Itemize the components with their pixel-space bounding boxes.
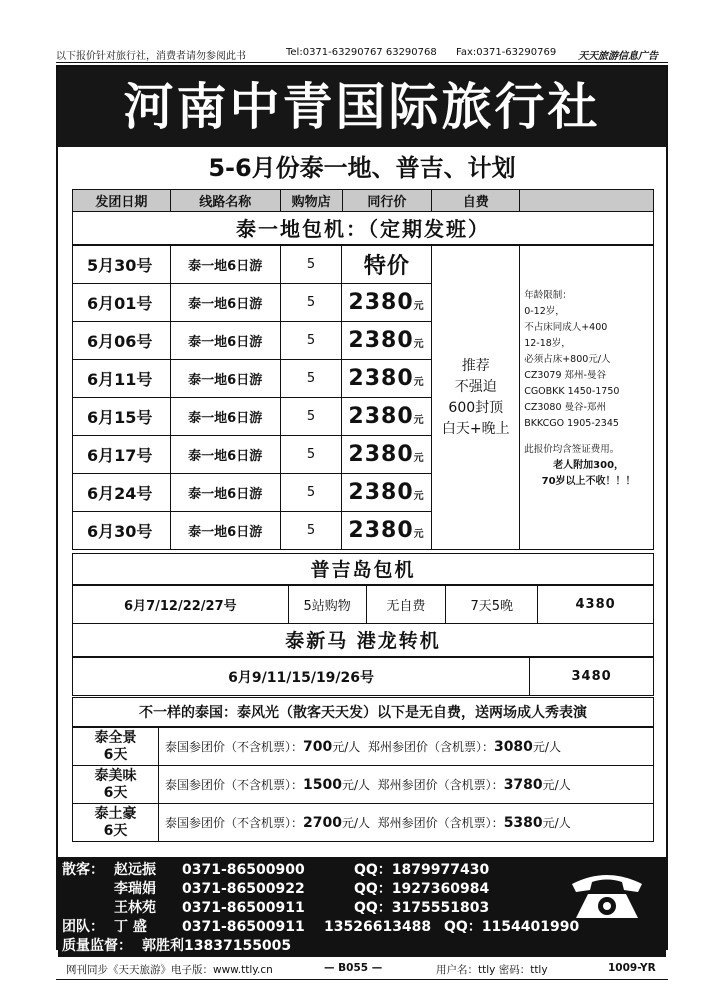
- telephone-icon: [568, 864, 646, 922]
- price-value: 3780: [503, 777, 543, 793]
- contact-mobile: 13526613488: [324, 919, 432, 935]
- contact-phone: 0371-86500900: [182, 862, 305, 878]
- trade-price: [342, 512, 432, 550]
- trade-price: [342, 436, 432, 474]
- route-name: 泰一地6日游: [170, 360, 280, 398]
- tel-text: Tel:0371-63290767 63290768: [286, 47, 437, 58]
- price-unit: 元/人: [341, 816, 371, 830]
- package-name: 泰土豪: [94, 805, 137, 822]
- departure-date: 6月11号: [73, 360, 171, 398]
- price-value: 2380: [348, 328, 414, 353]
- price-unit: 元/人: [532, 740, 561, 754]
- price-label: 郑州参团价（含机票）：: [367, 740, 494, 754]
- note-line: 年龄限制：: [524, 290, 572, 301]
- issue-code: 1009-YR: [608, 962, 656, 974]
- note-line: 必须占床+800元/人: [524, 354, 611, 365]
- fax-text: Fax:0371-63290769: [456, 47, 557, 58]
- package-days: 6天: [103, 746, 128, 763]
- route-name: 泰一地6日游: [170, 246, 280, 284]
- phuket-price: 4380: [538, 586, 654, 624]
- price-unit: 元/人: [542, 778, 571, 792]
- footer-login: 用户名：ttly 密码：ttly: [436, 964, 548, 976]
- contact-name: 李瑞娟: [114, 881, 156, 897]
- contact-label: 团队：: [62, 919, 104, 935]
- contact-qq: QQ：1879977430: [354, 862, 490, 878]
- price-unit: 元/人: [542, 816, 571, 830]
- trade-price: [342, 474, 432, 512]
- table-row: [73, 658, 654, 696]
- publisher-text: 天天旅游信息广告: [578, 51, 658, 62]
- supervisor-contact: 郭胜利13837155005: [142, 938, 292, 954]
- selfpay-line: 白天+晚上: [441, 420, 510, 437]
- table-row: [73, 246, 654, 284]
- table-row: [73, 766, 654, 804]
- price-value: 3080: [493, 739, 533, 755]
- table-row: [73, 804, 654, 842]
- package-table: [72, 727, 654, 842]
- shop-count: 5: [280, 322, 342, 360]
- package-name: 泰美味: [94, 767, 137, 784]
- route-name: 泰一地6日游: [170, 474, 280, 512]
- note-line: CGOBKK 1450-1750: [524, 386, 620, 397]
- departure-date: 6月01号: [73, 284, 171, 322]
- trade-price: [342, 322, 432, 360]
- package-days: 6天: [103, 784, 128, 801]
- price-value: 5380: [503, 815, 543, 831]
- package-price-cell: [159, 804, 654, 842]
- route-name: 泰一地6日游: [170, 284, 280, 322]
- table-row: [73, 586, 654, 624]
- price-unit: 元: [413, 301, 424, 312]
- thai-section-title: 泰一地包机：（定期发班）: [72, 211, 654, 245]
- top-notice-bar: [56, 43, 668, 63]
- phuket-selfpay: 无自费: [366, 586, 446, 624]
- header-blank: [520, 190, 654, 212]
- plain-heading: 不一样的泰国：泰风光（散客天天发）以下是无自费，送两场成人秀表演: [72, 697, 654, 727]
- shop-count: 5: [280, 360, 342, 398]
- table-row: [73, 728, 654, 766]
- route-name: 泰一地6日游: [170, 398, 280, 436]
- route-name: 泰一地6日游: [170, 436, 280, 474]
- plan-subtitle: 5-6月份泰一地、普吉、计划: [208, 154, 516, 182]
- shop-count: 5: [280, 512, 342, 550]
- price-unit: 元/人: [332, 740, 361, 754]
- agency-name: 河南中青国际旅行社: [123, 77, 601, 136]
- price-value: 特价: [363, 254, 410, 279]
- price-label: 泰国参团价（不含机票）：: [165, 778, 304, 792]
- price-unit: 元: [413, 491, 424, 502]
- age-limit-note: 70岁以上不收！！！: [541, 476, 636, 487]
- note-line: 0-12岁，: [524, 306, 565, 317]
- selfpay-line: 推荐: [461, 357, 490, 374]
- price-label: 郑州参团价（含机票）：: [377, 816, 504, 830]
- contact-label: 散客：: [62, 862, 104, 878]
- price-value: 700: [303, 739, 333, 755]
- footer-website: 网刊同步《天天旅游》电子版：www.ttly.cn: [66, 964, 273, 976]
- package-name-cell: [73, 766, 159, 804]
- notes-panel: [520, 246, 654, 550]
- trade-price: [342, 284, 432, 322]
- contact-qq: QQ：1927360984: [354, 881, 490, 897]
- package-price-cell: [159, 766, 654, 804]
- package-name-cell: [73, 728, 159, 766]
- tsm-dates: 6月9/11/15/19/26号: [73, 658, 530, 696]
- route-name: 泰一地6日游: [170, 322, 280, 360]
- footer-bar: [56, 958, 668, 980]
- price-value: 2700: [303, 815, 342, 831]
- phuket-title: 普吉岛包机: [72, 553, 654, 585]
- disclaimer-text: 以下报价针对旅行社，消费者请勿参阅此书: [56, 51, 246, 62]
- contact-phone: 0371-86500911: [182, 900, 305, 916]
- trade-price: [342, 360, 432, 398]
- departure-date: 6月30号: [73, 512, 171, 550]
- shop-count: 5: [280, 246, 342, 284]
- departure-date: 5月30号: [73, 246, 171, 284]
- package-name-cell: [73, 804, 159, 842]
- price-value: 2380: [348, 442, 414, 467]
- contact-phone: 0371-86500911: [182, 919, 305, 935]
- contact-label: 质量监督：: [62, 938, 132, 954]
- trade-price: [342, 398, 432, 436]
- note-line: 不占床同成人+400: [524, 322, 608, 333]
- route-name: 泰一地6日游: [170, 512, 280, 550]
- table-header: [72, 189, 654, 212]
- departure-date: 6月06号: [73, 322, 171, 360]
- price-value: 1500: [303, 777, 342, 793]
- price-value: 2380: [348, 366, 414, 391]
- package-price-cell: [159, 728, 654, 766]
- price-label: 泰国参团价（不含机票）：: [165, 816, 304, 830]
- visa-note: 此报价均含签证费用。: [524, 444, 620, 455]
- agency-banner: [58, 67, 666, 147]
- price-unit: 元: [413, 377, 424, 388]
- shop-count: 5: [280, 284, 342, 322]
- header-shops: 购物店: [280, 190, 342, 212]
- thai-schedule-table: [72, 245, 654, 550]
- contact-phone: 0371-86500922: [182, 881, 305, 897]
- price-unit: 元: [413, 453, 424, 464]
- phuket-table: [72, 585, 654, 624]
- price-value: 2380: [348, 518, 414, 543]
- price-unit: 元: [413, 339, 424, 350]
- selfpay-line: 不强迫: [454, 378, 497, 395]
- departure-date: 6月15号: [73, 398, 171, 436]
- special-price: [342, 246, 432, 284]
- departure-date: 6月24号: [73, 474, 171, 512]
- contact-qq: QQ：3175551803: [354, 900, 490, 916]
- contact-name: 赵远振: [114, 862, 156, 878]
- tsm-table: [72, 657, 654, 696]
- phuket-dates: 6月7/12/22/27号: [73, 586, 289, 624]
- contact-name: 王林苑: [114, 900, 156, 916]
- package-name: 泰全景: [94, 729, 137, 746]
- departure-date: 6月17号: [73, 436, 171, 474]
- shop-count: 5: [280, 474, 342, 512]
- note-line: CZ3080 曼谷-郑州: [524, 402, 606, 413]
- price-unit: 元: [413, 529, 424, 540]
- price-label: 泰国参团价（不含机票）：: [165, 740, 304, 754]
- tsm-price: 3480: [530, 658, 654, 696]
- tsm-title: 泰新马 港龙转机: [72, 623, 654, 657]
- header-selfpay: 自费: [432, 190, 520, 212]
- note-line: BKKCGO 1905-2345: [524, 418, 619, 429]
- price-label: 郑州参团价（含机票）：: [377, 778, 504, 792]
- selfpay-line: 600封顶: [448, 399, 504, 416]
- contact-qq: QQ：1154401990: [444, 919, 580, 935]
- header-route: 线路名称: [170, 190, 280, 212]
- price-unit: 元/人: [341, 778, 371, 792]
- header-date: 发团日期: [73, 190, 171, 212]
- page-number: — B055 —: [324, 962, 383, 974]
- senior-surcharge: 老人附加300，: [553, 460, 625, 471]
- price-value: 2380: [348, 404, 414, 429]
- selfpay-recommend: [432, 246, 520, 550]
- shop-count: 5: [280, 436, 342, 474]
- price-value: 2380: [348, 480, 414, 505]
- price-value: 2380: [348, 290, 414, 315]
- contact-name: 丁 盛: [114, 919, 147, 935]
- phuket-shops: 5站购物: [288, 586, 366, 624]
- price-unit: 元: [413, 415, 424, 426]
- phuket-duration: 7天5晚: [446, 586, 538, 624]
- package-days: 6天: [103, 822, 128, 839]
- note-line: 12-18岁，: [524, 338, 571, 349]
- shop-count: 5: [280, 398, 342, 436]
- header-price: 同行价: [342, 190, 432, 212]
- note-line: CZ3079 郑州-曼谷: [524, 370, 606, 381]
